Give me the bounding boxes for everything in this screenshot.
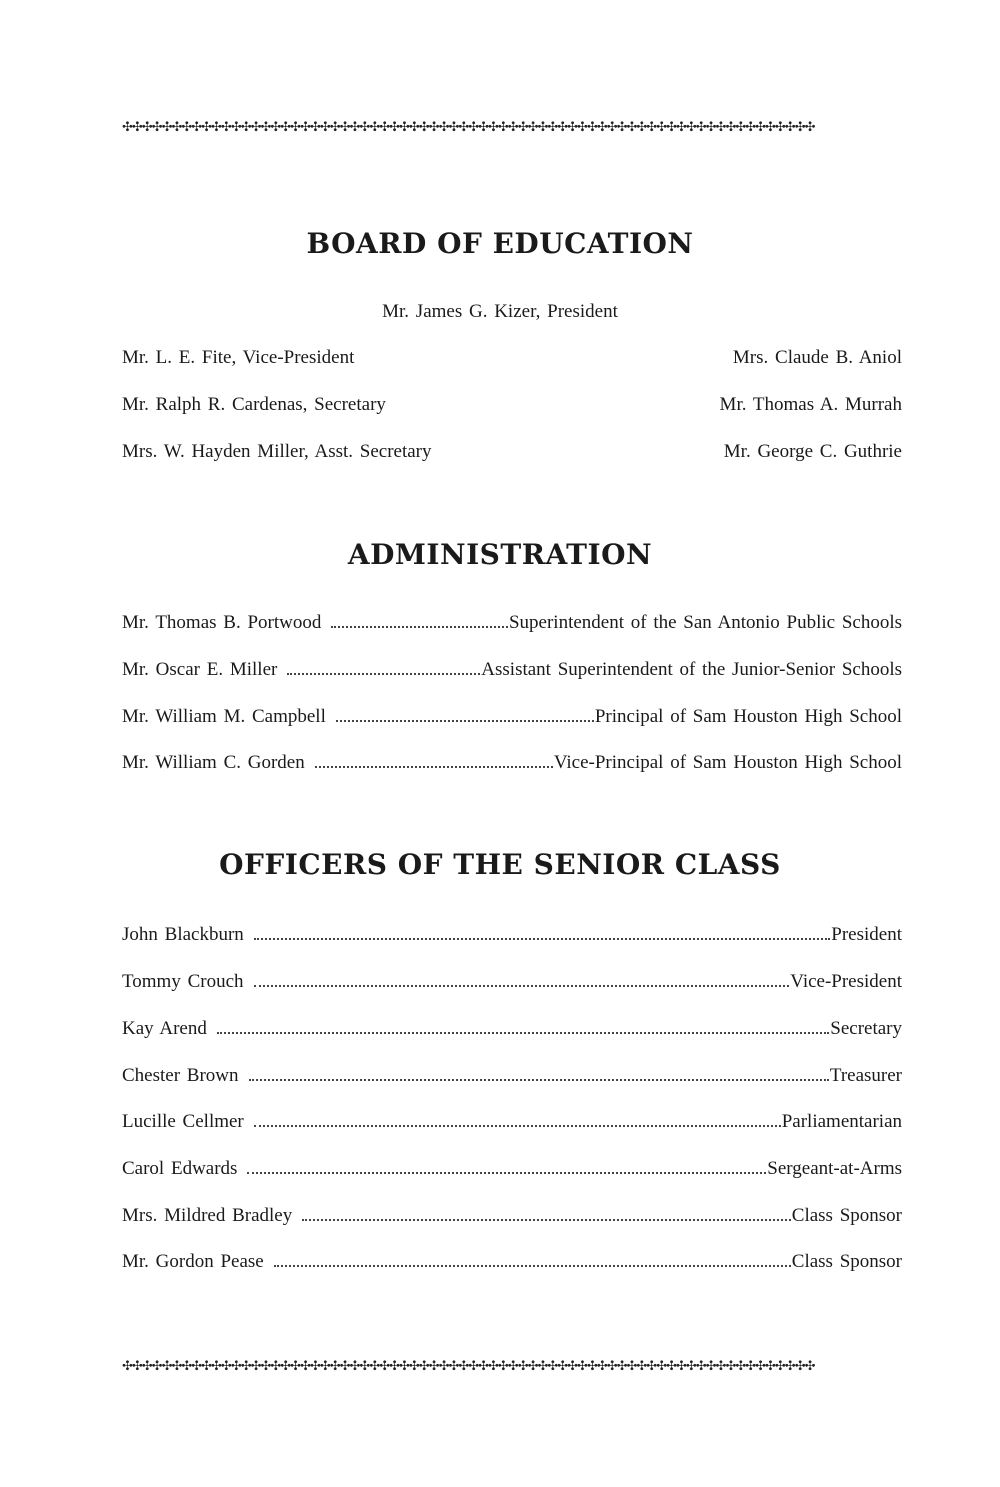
dot-leader [254, 985, 790, 987]
officer-row [122, 1157, 902, 1181]
top-ornament-border: ✣✣✣✣✣✣✣✣✣✣✣✣✣✣✣✣✣✣✣✣✣✣✣✣✣✣✣✣✣✣✣✣✣✣✣✣✣✣✣✣✣✣✣✣✣✣✣✣✣✣✣✣✣✣✣✣✣✣✣✣✣✣✣✣✣✣✣✣✣✣ [122, 121, 815, 133]
officer-row [122, 923, 902, 947]
dot-leader [336, 720, 594, 722]
officer-title: Sergeant-at-Arms [767, 1158, 902, 1179]
board-member-left-2: Mr. Ralph R. Cardenas, Secretary [122, 394, 386, 415]
dot-leader [217, 1032, 829, 1034]
officer-row [122, 1110, 902, 1134]
admin-name: Mr. Oscar E. Miller [122, 659, 278, 680]
dot-leader [302, 1219, 791, 1221]
board-heading: BOARD OF EDUCATION [306, 227, 694, 260]
bottom-ornament-border: ✣✣✣✣✣✣✣✣✣✣✣✣✣✣✣✣✣✣✣✣✣✣✣✣✣✣✣✣✣✣✣✣✣✣✣✣✣✣✣✣✣✣✣✣✣✣✣✣✣✣✣✣✣✣✣✣✣✣✣✣✣✣✣✣✣✣✣✣✣✣ [122, 1360, 815, 1372]
officer-name: Chester Brown [122, 1065, 239, 1086]
officer-row [122, 970, 902, 994]
officer-title: Parliamentarian [781, 1111, 902, 1132]
dot-leader [287, 673, 480, 675]
dot-leader [249, 1079, 829, 1081]
admin-title: Principal of Sam Houston High School [594, 706, 902, 727]
officer-row [122, 1017, 902, 1041]
officer-name: Tommy Crouch [122, 971, 244, 992]
admin-row [122, 658, 902, 682]
admin-row [122, 611, 902, 635]
officer-row [122, 1204, 902, 1228]
officer-name: Kay Arend [122, 1018, 207, 1039]
officer-name: John Blackburn [122, 924, 244, 945]
board-member-right-1: Mrs. Claude B. Aniol [732, 347, 902, 368]
dot-leader [331, 626, 508, 628]
officers-heading: OFFICERS OF THE SENIOR CLASS [219, 848, 781, 881]
dot-leader [274, 1265, 791, 1267]
board-member-left-3: Mrs. W. Hayden Miller, Asst. Secretary [122, 441, 432, 462]
admin-name: Mr. William C. Gorden [122, 752, 305, 773]
dot-leader [247, 1172, 766, 1174]
officer-name: Lucille Cellmer [122, 1111, 244, 1132]
officer-title: Class Sponsor [791, 1251, 902, 1272]
dot-leader [315, 766, 553, 768]
officer-row [122, 1250, 902, 1274]
officer-title: Secretary [830, 1018, 902, 1039]
board-member-right-3: Mr. George C. Guthrie [723, 441, 902, 462]
admin-title: Vice-Principal of Sam Houston High School [553, 752, 902, 773]
admin-title: Superintendent of the San Antonio Public Schools [508, 612, 902, 633]
admin-name: Mr. Thomas B. Portwood [122, 612, 322, 633]
board-president: Mr. James G. Kizer, President [382, 301, 618, 322]
officer-name: Carol Edwards [122, 1158, 238, 1179]
officer-name: Mrs. Mildred Bradley [122, 1205, 293, 1226]
admin-name: Mr. William M. Campbell [122, 706, 326, 727]
officer-title: Vice-President [790, 971, 902, 992]
officer-row [122, 1064, 902, 1088]
admin-title: Assistant Superintendent of the Junior-Senior Schools [481, 659, 902, 680]
officer-name: Mr. Gordon Pease [122, 1251, 264, 1272]
officer-title: President [831, 924, 902, 945]
administration-heading: ADMINISTRATION [347, 538, 653, 571]
dot-leader [254, 1125, 781, 1127]
board-member-right-2: Mr. Thomas A. Murrah [719, 394, 902, 415]
admin-row [122, 751, 902, 775]
officer-title: Class Sponsor [791, 1205, 902, 1226]
dot-leader [254, 938, 830, 940]
board-member-left-1: Mr. L. E. Fite, Vice-President [122, 347, 355, 368]
admin-row [122, 705, 902, 729]
officer-title: Treasurer [829, 1065, 902, 1086]
